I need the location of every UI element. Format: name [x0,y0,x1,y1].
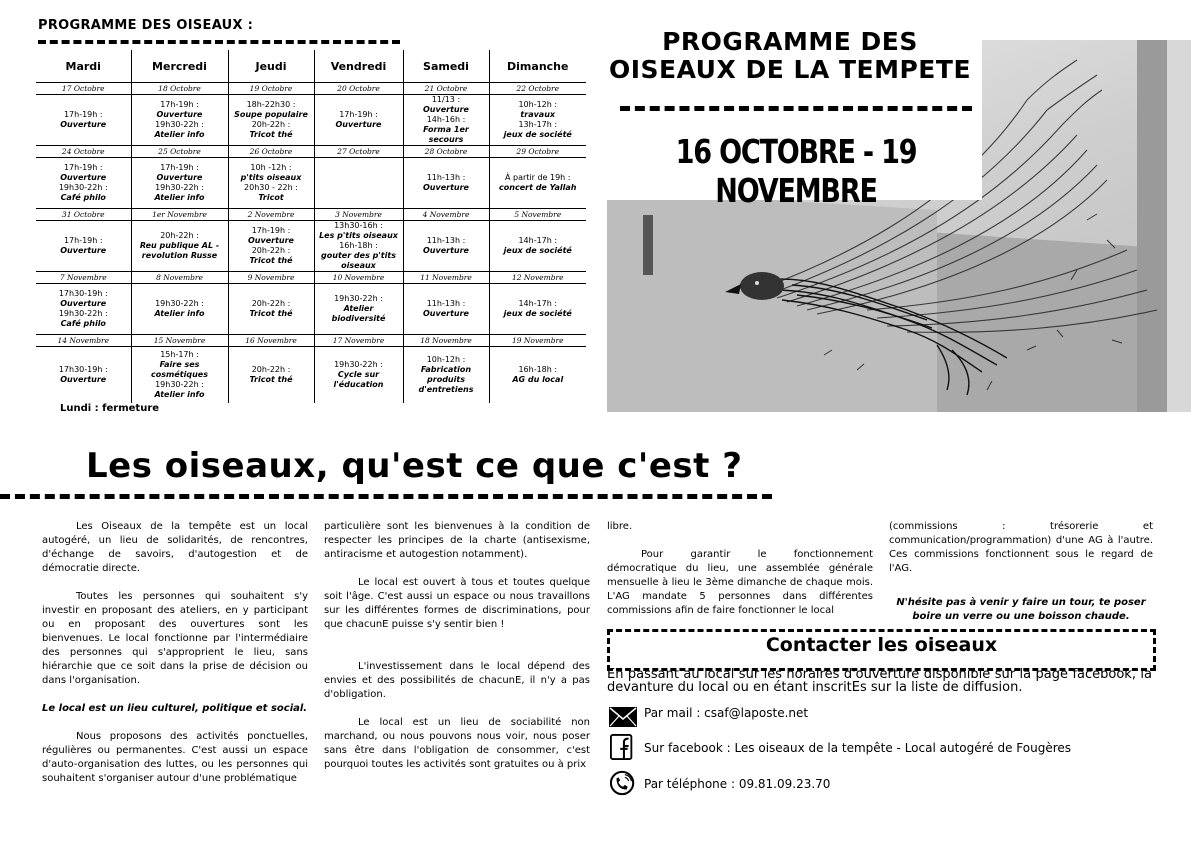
date-row [36,209,586,221]
activity-row [36,158,586,209]
activity-time: 19h30-22h : [334,294,383,303]
day-header: Jeudi [228,50,314,83]
paragraph: particulière sont les bienvenues à la condition de respecter les principes de la charte (antisexisme, antiracisme et autogestion notamment). [324,521,590,560]
activity-time: 17h-19h : [339,110,378,119]
activity-time: 10h-12h : [426,355,466,364]
day-header: Dimanche [489,50,586,83]
activity-name: Fabrication produits d'entretiens [418,365,474,394]
activity-cell [314,158,403,209]
date-cell: 10 Novembre [314,272,403,284]
activity-time: 17h-19h : [160,100,199,109]
date-row [36,272,586,284]
activity-time: 17h-19h : [160,163,199,172]
paragraph: (commissions : trésorerie et communication/programmation) d'une AG à l'autre. Ces commissions fonctionnent sous le regard de l'AG. [889,521,1153,574]
activity-time: 20h-22h : [251,299,291,308]
activity-time: 11h-13h : [426,173,466,182]
activity-name: jeux de société [503,130,572,139]
paragraph: Le local est ouvert à tous et toutes quelque soit l'âge. C'est aussi un espace ou nous travaillons sur les différentes formes de discriminations, pour que chacunE puisse s'y sentir bien ! [324,577,590,630]
activity-cell [131,158,228,209]
activity-cell [314,95,403,146]
schedule-divider [38,40,400,44]
activity-time: 18h-22h30 : [246,100,296,109]
activity-cell [228,347,314,404]
activity-name: Tricot thé [249,256,293,265]
facebook-icon [608,734,638,760]
date-cell: 8 Novembre [131,272,228,284]
activity-name: Ouverture [423,105,469,114]
date-row [36,335,586,347]
date-cell: 19 Novembre [489,335,586,347]
date-cell: 26 Octobre [228,146,314,158]
monday-closed-note: Lundi : fermeture [60,403,160,414]
section-divider [0,494,772,499]
date-cell: 22 Octobre [489,83,586,95]
date-cell: 27 Octobre [314,146,403,158]
activity-name: Faire ses cosmétiques [151,360,208,379]
activity-cell [228,284,314,335]
activity-name: Atelier info [154,130,205,139]
activity-cell [131,95,228,146]
activity-time: 19h30-22h : [155,380,204,389]
activity-row [36,95,586,146]
activity-name: Ouverture [60,246,107,255]
activity-time: 17h30-19h : [58,289,108,298]
activity-name: Tricot thé [249,130,293,139]
activity-time: 11h-13h : [426,236,466,245]
activity-time: 11/13 : [431,95,461,104]
activity-name: gouter des p'tits oiseaux [321,251,396,270]
schedule-body [36,83,586,404]
schedule-title: PROGRAMME DES OISEAUX : [38,18,254,33]
date-cell: 19 Octobre [228,83,314,95]
activity-name: p'tits oiseaux [240,173,302,182]
activity-name: Tricot [258,193,284,202]
activity-name: Ouverture [60,120,107,129]
day-header: Vendredi [314,50,403,83]
date-cell: 16 Novembre [228,335,314,347]
day-header: Mardi [36,50,131,83]
activity-time: 10h-12h : [518,100,558,109]
activity-cell [131,347,228,404]
activity-time: 15h-17h : [160,350,199,359]
activity-time: 16h-18h : [518,365,558,374]
activity-name: jeux de société [503,246,572,255]
date-cell: 17 Novembre [314,335,403,347]
date-cell: 3 Novembre [314,209,403,221]
activity-time: 17h-19h : [251,226,291,235]
activity-cell [489,347,586,404]
activity-name: Ouverture [60,375,107,384]
title-divider [620,106,972,111]
contact-phone[interactable]: Par téléphone : 09.81.09.23.70 [644,777,831,791]
activity-name: Reu publique AL - revolution Russe [139,241,220,260]
text-column-4 [889,520,1153,624]
activity-name: Ouverture [60,173,107,182]
activity-cell [36,158,131,209]
contact-facebook[interactable]: Sur facebook : Les oiseaux de la tempête - Local autogéré de Fougères [644,741,1072,755]
activity-time: 20h-22h : [251,246,291,255]
activity-cell [403,284,489,335]
text-column-1 [42,520,308,786]
activity-name: Atelier biodiversité [331,304,386,323]
activity-name: Ouverture [156,110,203,119]
activity-name: Atelier info [154,309,205,318]
phone-icon [608,770,638,796]
mail-icon [608,704,638,730]
activity-cell [489,284,586,335]
activity-time: 13h-17h : [518,120,558,129]
activity-name: Atelier info [154,193,205,202]
date-cell: 2 Novembre [228,209,314,221]
activity-time: 17h30-19h : [58,365,108,374]
activity-time: 20h30 - 22h : [244,183,298,192]
date-cell: 1er Novembre [131,209,228,221]
activity-name: Atelier info [154,390,205,399]
date-cell: 21 Octobre [403,83,489,95]
activity-time: 19h30-22h : [334,360,383,369]
date-range: 16 OCTOBRE - 19 NOVEMBRE [675,132,917,210]
date-cell: 17 Octobre [36,83,131,95]
date-cell: 11 Novembre [403,272,489,284]
date-cell: 29 Octobre [489,146,586,158]
activity-name: Soupe populaire [234,110,308,119]
day-header: Mercredi [131,50,228,83]
activity-name: Cycle sur l'éducation [333,370,384,389]
activity-time: 20h-22h : [160,231,199,240]
activity-cell [36,221,131,272]
contact-mail[interactable]: Par mail : csaf@laposte.net [644,706,809,720]
activity-cell [131,221,228,272]
activity-cell [228,158,314,209]
date-cell: 4 Novembre [403,209,489,221]
date-cell: 28 Octobre [403,146,489,158]
activity-name: Forma 1er secours [423,125,469,144]
activity-cell [36,347,131,404]
activity-name: Ouverture [335,120,382,129]
activity-cell [403,158,489,209]
activity-name: Tricot thé [249,375,293,384]
date-cell: 31 Octobre [36,209,131,221]
activity-name: concert de Yallah [499,183,577,192]
date-cell: 7 Novembre [36,272,131,284]
activity-time: 10h -12h : [250,163,292,172]
activity-name: Ouverture [423,309,469,318]
page-title [600,28,980,84]
activity-row [36,221,586,272]
activity-cell [489,158,586,209]
paragraph: Pour garantir le fonctionnement démocratique du lieu, une assemblée générale mensuelle à lieu le 3ème dimanche de chaque mois. L'AG mandate 5 personnes dans différentes commissions afin de faire fonctionner le local [607,549,873,616]
activity-cell [489,221,586,272]
activity-row [36,347,586,404]
title-line-1: PROGRAMME DES [662,27,918,56]
activity-time: 20h-22h : [251,120,291,129]
activity-time: 14h-17h : [518,236,558,245]
date-cell: 25 Octobre [131,146,228,158]
activity-name: Café philo [60,319,106,328]
contact-title: Contacter les oiseaux [765,634,998,656]
paragraph: libre. [607,521,633,532]
text-column-2 [324,520,590,772]
activity-time: 14h-17h : [518,299,558,308]
activity-time: 17h-19h : [63,163,103,172]
activity-time: 19h30-22h : [155,299,204,308]
activity-name: travaux [520,110,556,119]
activity-time: 13h30-16h : [334,221,383,230]
activity-cell [36,284,131,335]
activity-time: 17h-19h : [63,110,103,119]
activity-cell [314,347,403,404]
date-cell: 18 Octobre [131,83,228,95]
activity-time: 19h30-22h : [58,309,108,318]
activity-row [36,284,586,335]
activity-name: Tricot thé [249,309,293,318]
schedule-header-row [36,50,586,83]
date-cell: 5 Novembre [489,209,586,221]
paragraph: Nous proposons des activités ponctuelles, régulières ou permanentes. C'est aussi un espace d'auto-organisation des luttes, ou les personnes qui souhaitent s'organiser autour d'une problématique [42,731,308,784]
date-cell: 18 Novembre [403,335,489,347]
activity-name: Café philo [60,193,106,202]
day-header: Samedi [403,50,489,83]
activity-name: jeux de société [503,309,572,318]
activity-cell [489,95,586,146]
activity-time: À partir de 19h : [504,173,571,182]
activity-cell [403,95,489,146]
section-title: Les oiseaux, qu'est ce que c'est ? [86,446,743,486]
date-cell: 15 Novembre [131,335,228,347]
date-cell: 12 Novembre [489,272,586,284]
invitation-text: N'hésite pas à venir y faire un tour, te poser boire un verre ou une boisson chaude. [896,597,1146,622]
activity-name: AG du local [512,375,564,384]
date-cell: 24 Octobre [36,146,131,158]
activity-cell [228,95,314,146]
date-cell: 14 Novembre [36,335,131,347]
date-row [36,83,586,95]
activity-time: 14h-16h : [426,115,466,124]
paragraph: Toutes les personnes qui souhaitent s'y investir en proposant des ateliers, en y participant ou en proposant des ouvertures sont les bienvenues. Le local fonctionne par l'intermédiaire des personnes qui s'approprient le lieu, sans hiérarchie que ce soit dans la prise de décision ou dans l'organisation. [42,591,308,686]
activity-time: 20h-22h : [251,365,291,374]
activity-name: Ouverture [248,236,294,245]
activity-time: 19h30-22h : [155,120,204,129]
activity-cell [228,221,314,272]
date-cell: 9 Novembre [228,272,314,284]
activity-name: Ouverture [423,183,469,192]
activity-time: 19h30-22h : [155,183,204,192]
text-column-3 [607,520,873,618]
date-row [36,146,586,158]
paragraph-emphasis: Le local est un lieu culturel, politique et social. [42,703,308,714]
activity-cell [314,221,403,272]
contact-description: En passant au local sur les horaires d'ouverture disponible sur la page facebook, la devanture du local ou en étant inscritEs sur la liste de diffusion. [607,667,1152,695]
activity-name: Ouverture [423,246,469,255]
paragraph: Les Oiseaux de la tempête est un local autogéré, un lieu de solidarités, de rencontres, d'échange de savoirs, d'autogestion et de démocratie directe. [42,521,308,574]
activity-time: 11h-13h : [426,299,466,308]
activity-cell [314,284,403,335]
activity-time: 16h-18h : [339,241,378,250]
activity-cell [36,95,131,146]
activity-name: Les p'tits oiseaux [319,231,398,240]
activity-name: Ouverture [60,299,107,308]
schedule-table [36,50,586,403]
activity-name: Ouverture [156,173,203,182]
date-cell: 20 Octobre [314,83,403,95]
paragraph: Le local est un lieu de sociabilité non marchand, ou nous pouvons nous voir, nous poser sans être dans l'obligation de consommer, c'est pourquoi toutes les activités sont gratuites ou à prix [324,717,590,770]
activity-time: 17h-19h : [63,236,103,245]
title-line-2: OISEAUX DE LA TEMPETE [608,55,972,84]
activity-time: 19h30-22h : [58,183,108,192]
activity-cell [403,347,489,404]
activity-cell [403,221,489,272]
paragraph: L'investissement dans le local dépend des envies et des possibilités de chacunE, il n'y a pas d'obligation. [324,661,590,700]
activity-cell [131,284,228,335]
